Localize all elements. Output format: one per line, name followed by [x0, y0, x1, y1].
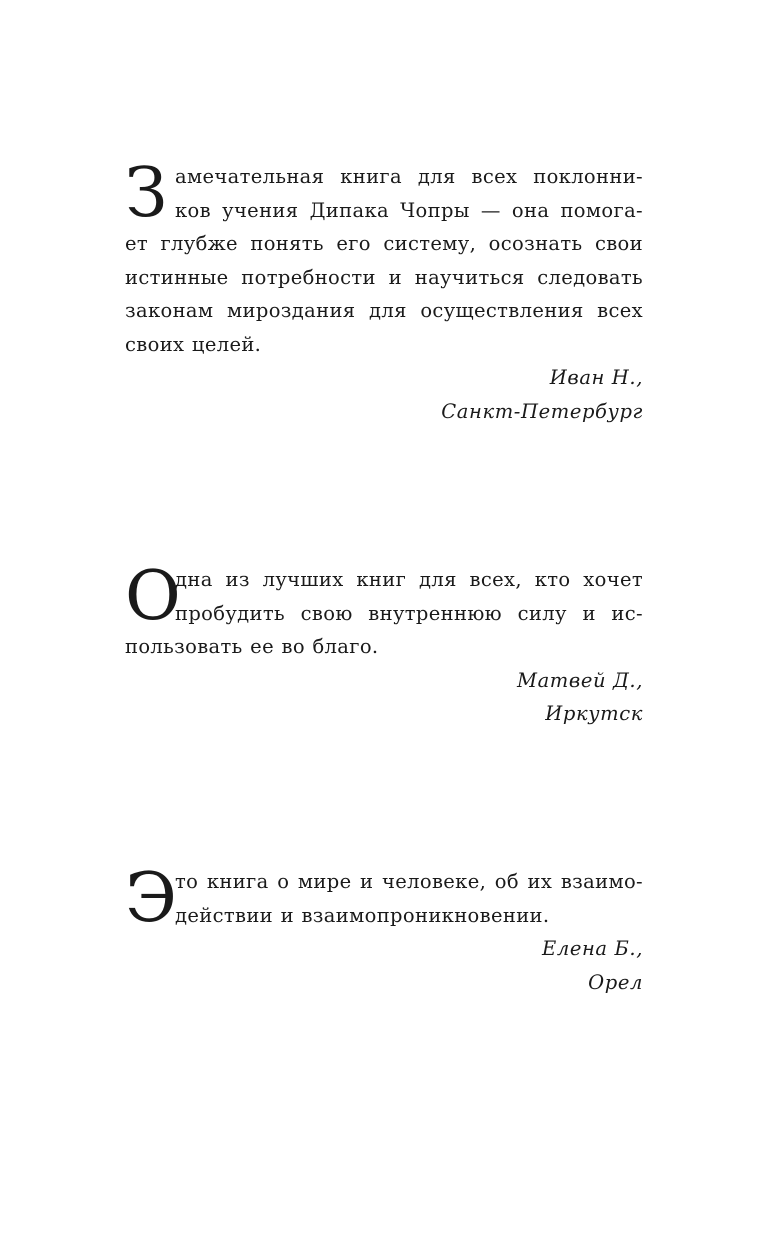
drop-cap: О	[125, 557, 181, 636]
review-author: Иван Н.,	[549, 366, 643, 389]
review-text-line: ет глубже понять его систему, осознать свои	[125, 232, 643, 255]
drop-cap: Э	[125, 859, 178, 938]
review-text-line: пользовать ее во благо.	[125, 635, 379, 658]
review-text-line: действии и взаимопроникновении.	[175, 903, 550, 927]
review-text-line: то книга о мире и человеке, об их взаимо-	[175, 870, 643, 893]
review-text-line: своих целей.	[125, 332, 262, 356]
review-city: Иркутск	[545, 702, 643, 725]
drop-cap: З	[125, 154, 168, 233]
review-author: Елена Б.,	[542, 937, 643, 960]
review-city: Орел	[588, 970, 643, 994]
review-text-line: законам мироздания для осуществления всех	[125, 299, 643, 322]
review-text-line: дна из лучших книг для всех, кто хочет	[175, 568, 643, 591]
review-3	[125, 859, 643, 1005]
review-city: Санкт-Петербург	[441, 399, 643, 423]
review-text-line: амечательная книга для всех поклонни-	[175, 165, 643, 188]
review-text-line: пробудить свою внутреннюю силу и ис-	[175, 601, 643, 625]
review-author: Матвей Д.,	[517, 668, 643, 692]
review-text-line: истинные потребности и научиться следовать	[125, 265, 643, 289]
review-2	[125, 557, 643, 733]
review-text-line: ков учения Дипака Чопры — она помога-	[175, 198, 643, 222]
review-1	[125, 154, 643, 430]
